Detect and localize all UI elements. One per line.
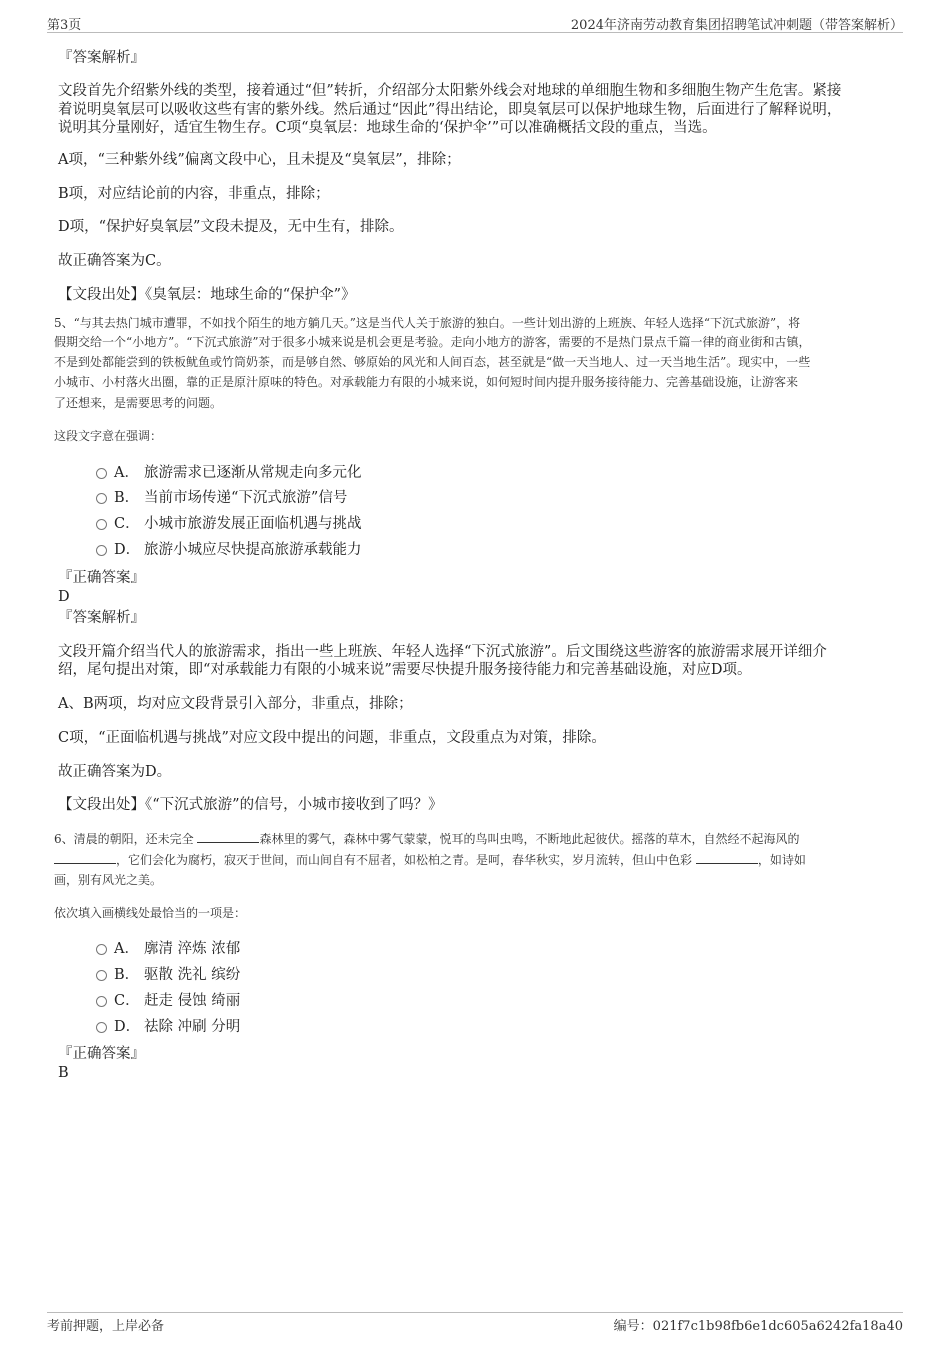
q5-option-d[interactable]: D． 旅游小城应尽快提高旅游承载能力 bbox=[96, 540, 362, 560]
q4-conclusion: 故正确答案为C。 bbox=[58, 253, 171, 269]
q5-stem-line: 小城市、小村落火出圈，靠的正是原汁原味的特色。对承载能力有限的小城来说，如何短时间内提升服务接待能力、完善基础设施，让游客来 bbox=[54, 375, 799, 389]
q4-source: 【文段出处】《臭氧层：地球生命的“保护伞”》 bbox=[58, 287, 356, 303]
q5-analysis-line: 绍，尾句提出对策，即“对承载能力有限的小城来说”需要尽快提升服务接待能力和完善基础设施，对应D项。 bbox=[58, 662, 752, 678]
q6-stem-line: 画，别有风光之美。 bbox=[54, 873, 163, 887]
q5-stem-line: 假期交给一个“小地方”。“下沉式旅游”对于很多小城来说是机会更是考验。走向小地方的游客，需要的不是热门景点千篇一律的商业街和古镇， bbox=[54, 335, 811, 349]
footer-slogan: 考前押题，上岸必备 bbox=[47, 1319, 165, 1334]
q6-question: 依次填入画横线处最恰当的一项是： bbox=[54, 906, 247, 920]
q5-analysis-line: 文段开篇介绍当代人的旅游需求，指出一些上班族、年轻人选择“下沉式旅游”。后文围绕这些游客的旅游需求展开详细介 bbox=[58, 644, 827, 660]
q5-conclusion: 故正确答案为D。 bbox=[58, 764, 172, 780]
document-title: 2024年济南劳动教育集团招聘笔试冲刺题（带答案解析） bbox=[570, 18, 903, 33]
q5-option-c-note: C项，“正面临机遇与挑战”对应文段中提出的问题，非重点，文段重点为对策，排除。 bbox=[58, 730, 606, 746]
q5-option-c[interactable]: C． 小城市旅游发展正面临机遇与挑战 bbox=[96, 514, 362, 534]
q6-option-b[interactable]: B． 驱散 洗礼 缤纷 bbox=[96, 965, 240, 985]
radio-button[interactable] bbox=[96, 545, 107, 556]
radio-button[interactable] bbox=[96, 1022, 107, 1033]
q4-analysis-label: 『答案解析』 bbox=[58, 50, 145, 66]
page-footer bbox=[47, 1312, 903, 1335]
fill-blank bbox=[696, 851, 758, 864]
radio-button[interactable] bbox=[96, 996, 107, 1007]
q4-option-b-note: B项，对应结论前的内容，非重点，排除； bbox=[58, 186, 330, 202]
q5-answer-label: 『正确答案』 bbox=[58, 570, 145, 586]
q4-option-d-note: D项，“保护好臭氧层”文段未提及，无中生有，排除。 bbox=[58, 219, 404, 235]
q6-answer-label: 『正确答案』 bbox=[58, 1046, 145, 1062]
q4-analysis-line: 文段首先介绍紫外线的类型，接着通过“但”转折，介绍部分太阳紫外线会对地球的单细胞生物和多细胞生物产生危害。紧接 bbox=[58, 83, 842, 99]
q5-answer: D bbox=[58, 589, 70, 605]
q5-option-b[interactable]: B． 当前市场传递“下沉式旅游”信号 bbox=[96, 488, 347, 508]
page-header bbox=[47, 12, 903, 33]
radio-button[interactable] bbox=[96, 970, 107, 981]
q5-source: 【文段出处】《“下沉式旅游”的信号，小城市接收到了吗？》 bbox=[58, 797, 443, 813]
q6-option-d[interactable]: D． 祛除 冲刷 分明 bbox=[96, 1017, 240, 1037]
q5-stem-line: 不是到处都能尝到的铁板鱿鱼或竹筒奶茶，而是够自然、够原始的风光和人间百态，甚至就是“做一天当地人、过一天当地生活”。现实中，一些 bbox=[54, 355, 811, 369]
q6-option-a[interactable]: A． 廓清 淬炼 浓郁 bbox=[96, 939, 240, 959]
q6-stem-line: ，它们会化为腐朽，寂灭于世间，而山间自有不屈者，如松柏之青。是呵，春华秋实，岁月流转，但山中色彩 ，如诗如 bbox=[54, 850, 896, 870]
q6-stem-line: 6、清晨的朝阳，还未完全 森林里的雾气，森林中雾气蒙蒙，悦耳的鸟叫虫鸣，不断地此起彼伏。摇落的草木，自然经不起海风的 bbox=[54, 832, 800, 846]
document-id: 编号：021f7c1b98fb6e1dc605a6242fa18a40 bbox=[613, 1319, 903, 1334]
fill-blank bbox=[54, 851, 116, 864]
page-number: 第3页 bbox=[47, 18, 82, 33]
q5-question: 这段文字意在强调： bbox=[54, 429, 163, 443]
q5-analysis-label: 『答案解析』 bbox=[58, 610, 145, 626]
radio-button[interactable] bbox=[96, 519, 107, 530]
q4-option-a-note: A项，“三种紫外线”偏离文段中心，且未提及“臭氧层”，排除； bbox=[58, 152, 461, 168]
radio-button[interactable] bbox=[96, 468, 107, 479]
q5-option-a[interactable]: A． 旅游需求已逐渐从常规走向多元化 bbox=[96, 463, 362, 483]
q4-analysis-line: 着说明臭氧层可以吸收这些有害的紫外线。然后通过“因此”得出结论，即臭氧层可以保护地球生物，后面进行了解释说明， bbox=[58, 102, 842, 118]
fill-blank bbox=[197, 830, 259, 843]
q5-stem-line: 5、“与其去热门城市遭罪，不如找个陌生的地方躺几天。”这是当代人关于旅游的独白。一些计划出游的上班族、年轻人选择“下沉式旅游”，将 bbox=[54, 316, 801, 330]
q5-stem-line: 了还想来，是需要思考的问题。 bbox=[54, 396, 223, 410]
radio-button[interactable] bbox=[96, 944, 107, 955]
q4-analysis-line: 说明其分量刚好，适宜生物生存。C项“臭氧层：地球生命的‘保护伞’”可以准确概括文段的重点，当选。 bbox=[58, 120, 717, 136]
q6-option-c[interactable]: C． 赶走 侵蚀 绮丽 bbox=[96, 991, 240, 1011]
radio-button[interactable] bbox=[96, 493, 107, 504]
q6-answer: B bbox=[58, 1065, 69, 1081]
q5-option-ab-note: A、B两项，均对应文段背景引入部分，非重点，排除； bbox=[58, 696, 413, 712]
